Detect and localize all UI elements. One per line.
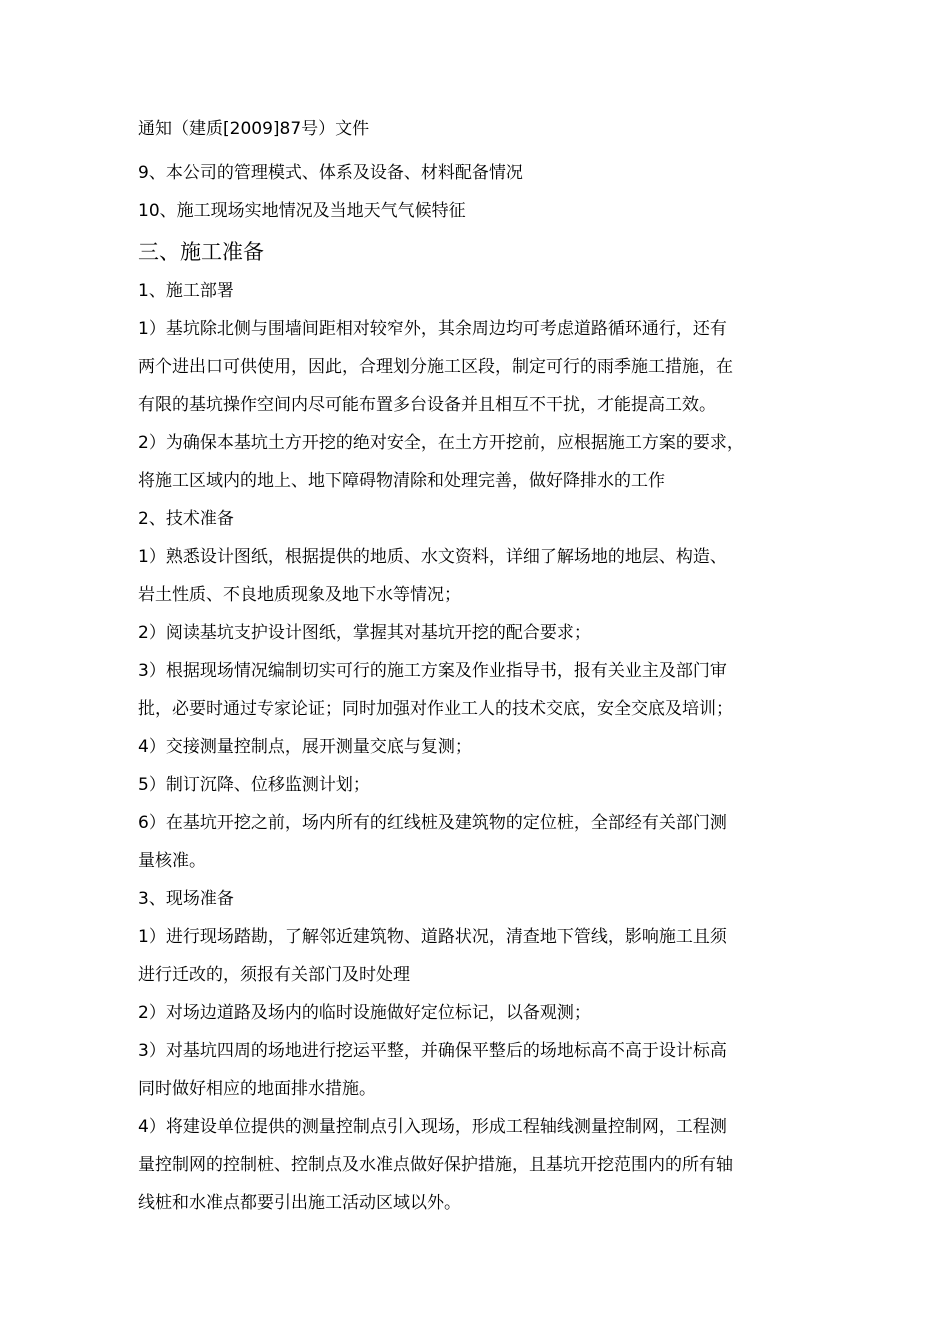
- text-line: 1）基坑除北侧与围墙间距相对较窄外，其余周边均可考虑道路循环通行，还有: [138, 319, 727, 339]
- text-line: 9、本公司的管理模式、体系及设备、材料配备情况: [138, 163, 523, 183]
- text-line: 2）为确保本基坑土方开挖的绝对安全，在土方开挖前，应根据施工方案的要求，: [138, 433, 744, 453]
- section-heading: 三、施工准备: [138, 240, 264, 264]
- text-line: 4）交接测量控制点，展开测量交底与复测；: [138, 737, 472, 757]
- text-line: 6）在基坑开挖之前，场内所有的红线桩及建筑物的定位桩，全部经有关部门测: [138, 813, 727, 833]
- text-line: 1）进行现场踏勘，了解邻近建筑物、道路状况，清查地下管线，影响施工且须: [138, 927, 727, 947]
- text-line: 同时做好相应的地面排水措施。: [138, 1079, 376, 1099]
- text-line: 批，必要时通过专家论证；同时加强对作业工人的技术交底，安全交底及培训；: [138, 699, 733, 719]
- text-line: 2）对场边道路及场内的临时设施做好定位标记，以备观测；: [138, 1003, 591, 1023]
- text-line: 3）根据现场情况编制切实可行的施工方案及作业指导书，报有关业主及部门审: [138, 661, 727, 681]
- subsection-heading: 2、技术准备: [138, 509, 234, 529]
- text-line: 有限的基坑操作空间内尽可能布置多台设备并且相互不干扰，才能提高工效。: [138, 395, 716, 415]
- text-line: 1）熟悉设计图纸，根据提供的地质、水文资料，详细了解场地的地层、构造、: [138, 547, 727, 567]
- text-line: 量控制网的控制桩、控制点及水准点做好保护措施，且基坑开挖范围内的所有轴: [138, 1155, 733, 1175]
- text-line: 将施工区域内的地上、地下障碍物清除和处理完善，做好降排水的工作: [138, 471, 665, 491]
- text-line: 线桩和水准点都要引出施工活动区域以外。: [138, 1193, 461, 1213]
- text-line: 量核准。: [138, 851, 206, 871]
- text-line: 岩土性质、不良地质现象及地下水等情况；: [138, 585, 461, 605]
- subsection-heading: 3、现场准备: [138, 889, 234, 909]
- text-line: 两个进出口可供使用，因此，合理划分施工区段，制定可行的雨季施工措施，在: [138, 357, 733, 377]
- subsection-heading: 1、施工部署: [138, 281, 234, 301]
- text-line: 10、施工现场实地情况及当地天气气候特征: [138, 201, 466, 221]
- text-line: 4）将建设单位提供的测量控制点引入现场，形成工程轴线测量控制网，工程测: [138, 1117, 727, 1137]
- text-line: 通知（建质[2009]87号）文件: [138, 119, 370, 139]
- text-line: 3）对基坑四周的场地进行挖运平整，并确保平整后的场地标高不高于设计标高: [138, 1041, 727, 1061]
- text-line: 2）阅读基坑支护设计图纸，掌握其对基坑开挖的配合要求；: [138, 623, 591, 643]
- text-line: 进行迁改的，须报有关部门及时处理: [138, 965, 410, 985]
- document-body: [138, 110, 828, 1222]
- text-line: 5）制订沉降、位移监测计划；: [138, 775, 370, 795]
